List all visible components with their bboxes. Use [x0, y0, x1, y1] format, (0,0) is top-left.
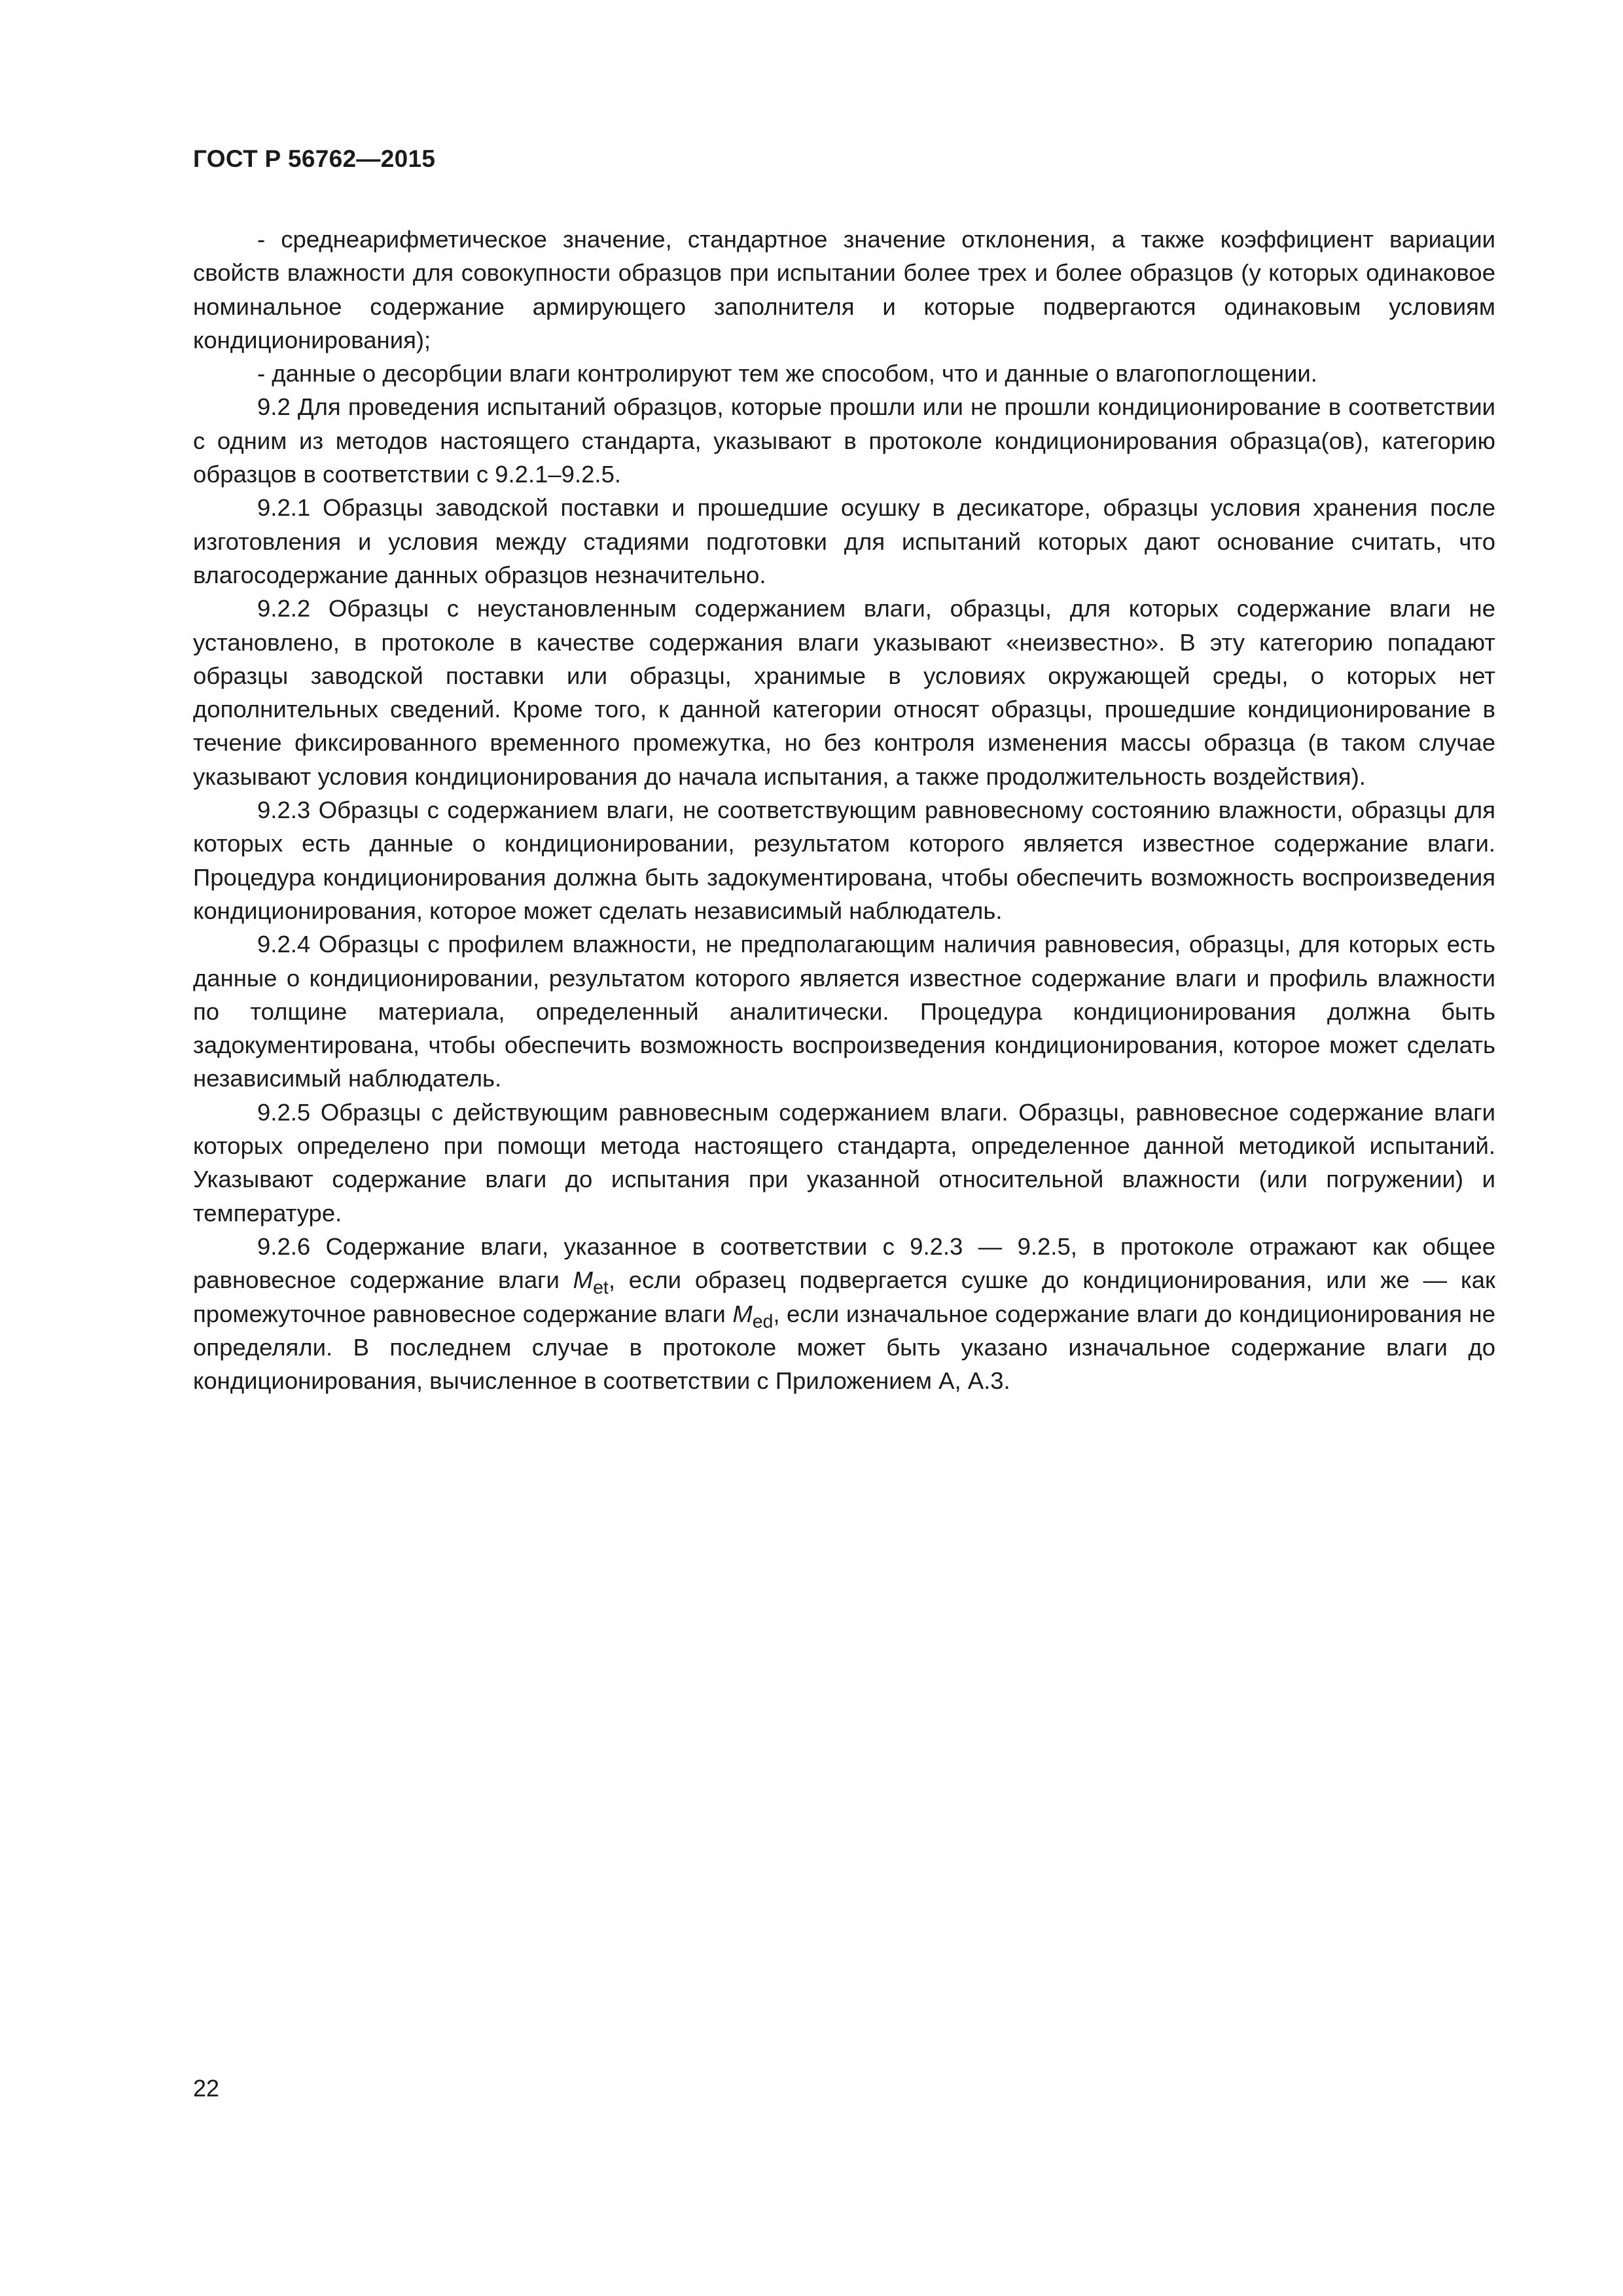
document-body	[193, 223, 1495, 1397]
paragraph-9-2-3: 9.2.3 Образцы с содержанием влаги, не соответствующим равновесному состоянию влажности, образцы для которых есть данные о кондиционировании, результатом которого является известное содержание влаги. Процедура кондиционирования должна быть задокументирована, чтобы обеспечить возможность воспроизведения кондиционирования, которое может сделать независимый наблюдатель.	[193, 797, 1495, 924]
symbol-m-ed-letter: M	[732, 1300, 753, 1327]
paragraph-9-2-6-text-part3: , если изначальное содержание влаги до кондиционирования не определяли. В последнем случае в протоколе может быть указано изначальное содержание влаги до кондиционирования, вычисленное в соответствии с Приложением А, А.3.	[193, 1300, 1495, 1395]
paragraph-9-2-6-text-part2: , если образец подвергается сушке до кондиционирования, или же — как промежуточное равновесное содержание влаги	[193, 1266, 1496, 1327]
paragraph-9-2-2: 9.2.2 Образцы с неустановленным содержанием влаги, образцы, для которых содержание влаги не установлено, в протоколе в качестве содержания влаги указывают «неизвестно». В эту категорию попадают образцы заводской поставки или образцы, хранимые в условиях окружающей среды, о которых нет дополнительных сведений. Кроме того, к данной категории относят образцы, прошедшие кондиционирование в течение фиксированного временного промежутка, но без контроля изменения массы образца (в таком случае указывают условия кондиционирования до начала испытания, а также продолжительность воздействия).	[193, 595, 1495, 790]
page-number: 22	[193, 2075, 220, 2102]
paragraph-9-2-6	[193, 1230, 1495, 1397]
paragraph-9-2-5: 9.2.5 Образцы с действующим равновесным содержанием влаги. Образцы, равновесное содержание влаги которых определено при помощи метода настоящего стандарта, определенное данной методикой испытаний. Указывают содержание влаги до испытания при указанной относительной влажности (или погружении) и температуре.	[193, 1098, 1495, 1227]
paragraph-desorption-item: - данные о десорбции влаги контролируют тем же способом, что и данные о влагопоглощении.	[257, 360, 1317, 387]
symbol-m-ed-subscript: ed	[752, 1311, 774, 1333]
document-header-standard-id: ГОСТ Р 56762—2015	[193, 145, 436, 172]
paragraph-9-2: 9.2 Для проведения испытаний образцов, которые прошли или не прошли кондиционирование в соответствии с одним из методов настоящего стандарта, указывают в протоколе кондиционирования образца(ов), категорию образцов в соответствии с 9.2.1–9.2.5.	[193, 393, 1495, 488]
symbol-m-et-subscript: et	[593, 1277, 609, 1299]
paragraph-statistics-item: - среднеарифметическое значение, стандартное значение отклонения, а также коэффициент вариации свойств влажности для совокупности образцов при испытании более трех и более образцов (у которых одинаковое номинальное содержание армирующего заполнителя и которые подвергаются одинаковым условиям кондиционирования);	[193, 226, 1495, 353]
paragraph-9-2-1: 9.2.1 Образцы заводской поставки и прошедшие осушку в десикаторе, образцы условия хранения после изготовления и условия между стадиями подготовки для испытаний которых дают основание считать, что влагосодержание данных образцов незначительно.	[193, 494, 1495, 588]
symbol-m-ed	[732, 1300, 774, 1333]
symbol-m-et	[573, 1266, 609, 1299]
symbol-m-et-letter: M	[573, 1266, 594, 1294]
paragraph-9-2-6-text-part1: 9.2.6 Содержание влаги, указанное в соответствии с 9.2.3 — 9.2.5, в протоколе отражают как общее равновесное содержание влаги	[193, 1232, 1495, 1294]
paragraph-9-2-4: 9.2.4 Образцы с профилем влажности, не предполагающим наличия равновесия, образцы, для которых есть данные о кондиционировании, результатом которого является известное содержание влаги и профиль влажности по толщине материала, определенный аналитически. Процедура кондиционирования должна быть задокументирована, чтобы обеспечить возможность воспроизведения кондиционирования, которое может сделать независимый наблюдатель.	[193, 931, 1495, 1092]
